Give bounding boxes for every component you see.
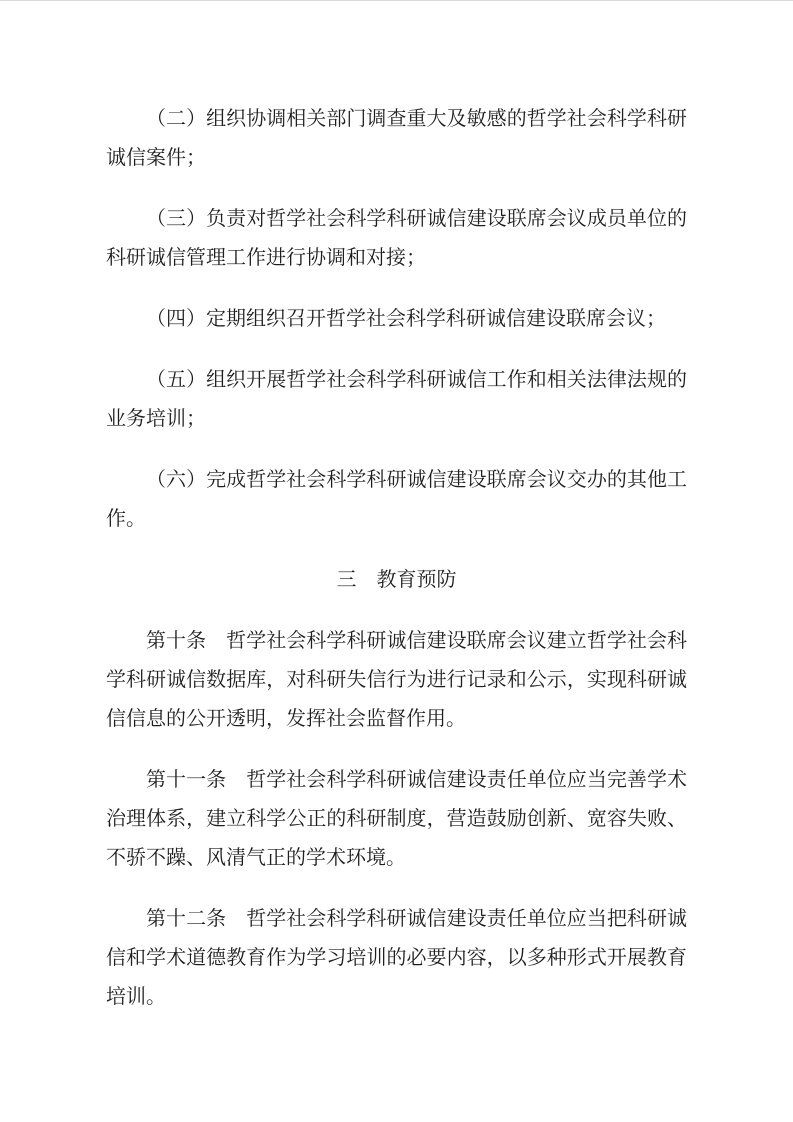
clause-4: （四）定期组织召开哲学社会科学科研诚信建设联席会议； bbox=[146, 308, 666, 330]
article-12: 第十二条 哲学社会科学科研诚信建设责任单位应当把科研诚信和学术道德教育作为学习培训的必要内容，以多种形式开展教育培训。 bbox=[106, 908, 687, 1008]
clause-6: （六）完成哲学社会科学科研诚信建设联席会议交办的其他工作。 bbox=[106, 469, 687, 530]
article-10: 第十条 哲学社会科学科研诚信建设联席会议建立哲学社会科学科研诚信数据库，对科研失信行为进行记录和公示，实现科研诚信信息的公开透明，发挥社会监督作用。 bbox=[106, 630, 687, 730]
clause-5: （五）组织开展哲学社会科学科研诚信工作和相关法律法规的业务培训； bbox=[106, 369, 687, 430]
section-heading: 三 教育预防 bbox=[336, 569, 457, 591]
clause-3: （三）负责对哲学社会科学科研诚信建设联席会议成员单位的科研诚信管理工作进行协调和对接； bbox=[106, 208, 687, 269]
clause-2: （二）组织协调相关部门调查重大及敏感的哲学社会科学科研诚信案件； bbox=[106, 108, 687, 169]
article-11: 第十一条 哲学社会科学科研诚信建设责任单位应当完善学术治理体系，建立科学公正的科研制度，营造鼓励创新、宽容失败、不骄不躁、风清气正的学术环境。 bbox=[106, 769, 687, 869]
